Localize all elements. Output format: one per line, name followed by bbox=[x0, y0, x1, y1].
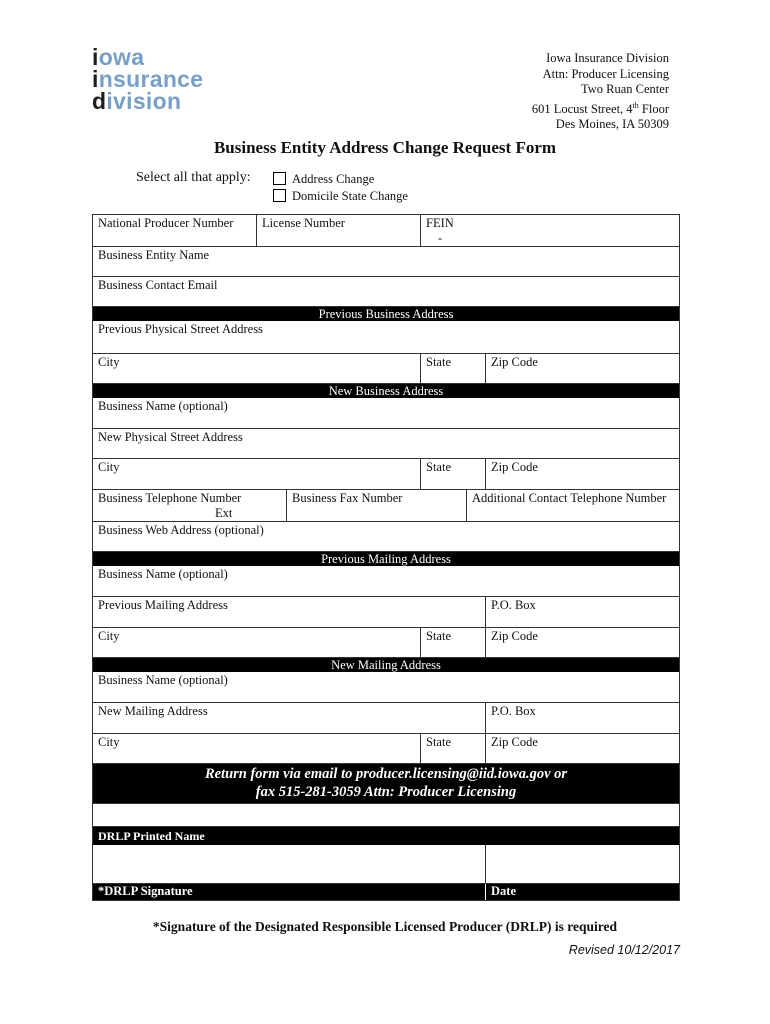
previous-business-address-header: Previous Business Address bbox=[93, 306, 679, 321]
business-contact-email-field[interactable]: Business Contact Email bbox=[93, 276, 679, 306]
drlp-name-signature-inputs bbox=[93, 845, 679, 883]
signature-date-labels bbox=[93, 883, 679, 900]
new-city-state-zip-row bbox=[93, 458, 679, 489]
spacer-row bbox=[93, 803, 679, 826]
date-label: Date bbox=[485, 884, 679, 900]
drlp-signature-input[interactable] bbox=[93, 845, 485, 883]
new-mailing-city-state-zip-row bbox=[93, 733, 679, 763]
license-number-field[interactable]: License Number bbox=[256, 215, 420, 246]
new-business-address-header: New Business Address bbox=[93, 383, 679, 398]
domicile-state-change-option[interactable]: Domicile State Change bbox=[273, 189, 408, 204]
po-box-field[interactable]: P.O. Box bbox=[485, 597, 679, 627]
form-title: Business Entity Address Change Request Form bbox=[213, 138, 557, 157]
new-mailing-address-header: New Mailing Address bbox=[93, 657, 679, 672]
city-field[interactable]: City bbox=[98, 355, 120, 369]
return-instructions-banner: Return form via email to producer.licensing@iid.iowa.gov or fax 515-281-3059 Attn: Producer Licensing bbox=[93, 763, 679, 803]
state-field[interactable]: State bbox=[420, 354, 485, 383]
previous-mailing-address-row bbox=[93, 596, 679, 627]
business-fax-field[interactable]: Business Fax Number bbox=[286, 490, 466, 521]
drlp-signature-label: *DRLP Signature bbox=[98, 884, 193, 898]
zip-field[interactable]: Zip Code bbox=[485, 628, 679, 657]
address-line: Two Ruan Center bbox=[581, 82, 669, 96]
state-field[interactable]: State bbox=[420, 734, 485, 763]
previous-city-state-zip-row bbox=[93, 353, 679, 383]
producer-info-row bbox=[93, 214, 679, 246]
phone-fax-row bbox=[93, 489, 679, 521]
checkbox[interactable] bbox=[273, 172, 286, 185]
address-line: Iowa Insurance Division bbox=[546, 51, 669, 65]
new-mailing-address-field[interactable]: New Mailing Address bbox=[98, 704, 208, 718]
new-mailing-address-row bbox=[93, 702, 679, 733]
city-field[interactable]: City bbox=[98, 629, 120, 643]
business-name-optional-field[interactable]: Business Name (optional) bbox=[98, 673, 228, 687]
zip-field[interactable]: Zip Code bbox=[485, 734, 679, 763]
previous-mailing-address-header: Previous Mailing Address bbox=[93, 551, 679, 566]
fein-field[interactable]: FEIN - bbox=[420, 215, 679, 246]
revision-date: Revised 10/12/2017 bbox=[568, 943, 680, 957]
checkbox[interactable] bbox=[273, 189, 286, 202]
zip-field[interactable]: Zip Code bbox=[485, 459, 679, 489]
business-entity-name-field[interactable]: Business Entity Name bbox=[93, 246, 679, 276]
drlp-required-note: *Signature of the Designated Responsible Licensed Producer (DRLP) is required bbox=[152, 919, 618, 934]
city-field[interactable]: City bbox=[98, 735, 120, 749]
form-table bbox=[92, 214, 680, 901]
business-web-address-field[interactable]: Business Web Address (optional) bbox=[93, 521, 679, 551]
business-name-optional-field[interactable]: Business Name (optional) bbox=[98, 399, 228, 413]
new-physical-street-field[interactable]: New Physical Street Address bbox=[93, 428, 679, 458]
address-line: Des Moines, IA 50309 bbox=[555, 117, 669, 132]
state-field[interactable]: State bbox=[420, 628, 485, 657]
select-all-label: Select all that apply: bbox=[136, 170, 251, 185]
po-box-field[interactable]: P.O. Box bbox=[485, 703, 679, 733]
address-change-option[interactable]: Address Change bbox=[273, 172, 374, 187]
address-line: 601 Locust Street, 4th Floor bbox=[531, 100, 669, 116]
drlp-printed-name-label: DRLP Printed Name bbox=[93, 826, 679, 845]
city-field[interactable]: City bbox=[98, 460, 120, 474]
business-name-optional-field[interactable]: Business Name (optional) bbox=[98, 567, 228, 581]
business-telephone-field[interactable]: Business Telephone Number Ext bbox=[98, 491, 242, 520]
mailing-address-block bbox=[532, 51, 669, 133]
state-field[interactable]: State bbox=[420, 459, 485, 489]
address-line: Attn: Producer Licensing bbox=[542, 66, 669, 81]
zip-field[interactable]: Zip Code bbox=[485, 354, 679, 383]
date-input[interactable] bbox=[485, 845, 679, 883]
additional-contact-phone-field[interactable]: Additional Contact Telephone Number bbox=[466, 490, 679, 521]
national-producer-number-field[interactable]: National Producer Number bbox=[98, 216, 234, 230]
previous-physical-street-field[interactable]: Previous Physical Street Address bbox=[98, 322, 263, 336]
previous-mailing-address-field[interactable]: Previous Mailing Address bbox=[98, 598, 228, 612]
iowa-insurance-division-logo: iowa insurance division bbox=[92, 44, 204, 114]
previous-mailing-city-state-zip-row bbox=[93, 627, 679, 657]
